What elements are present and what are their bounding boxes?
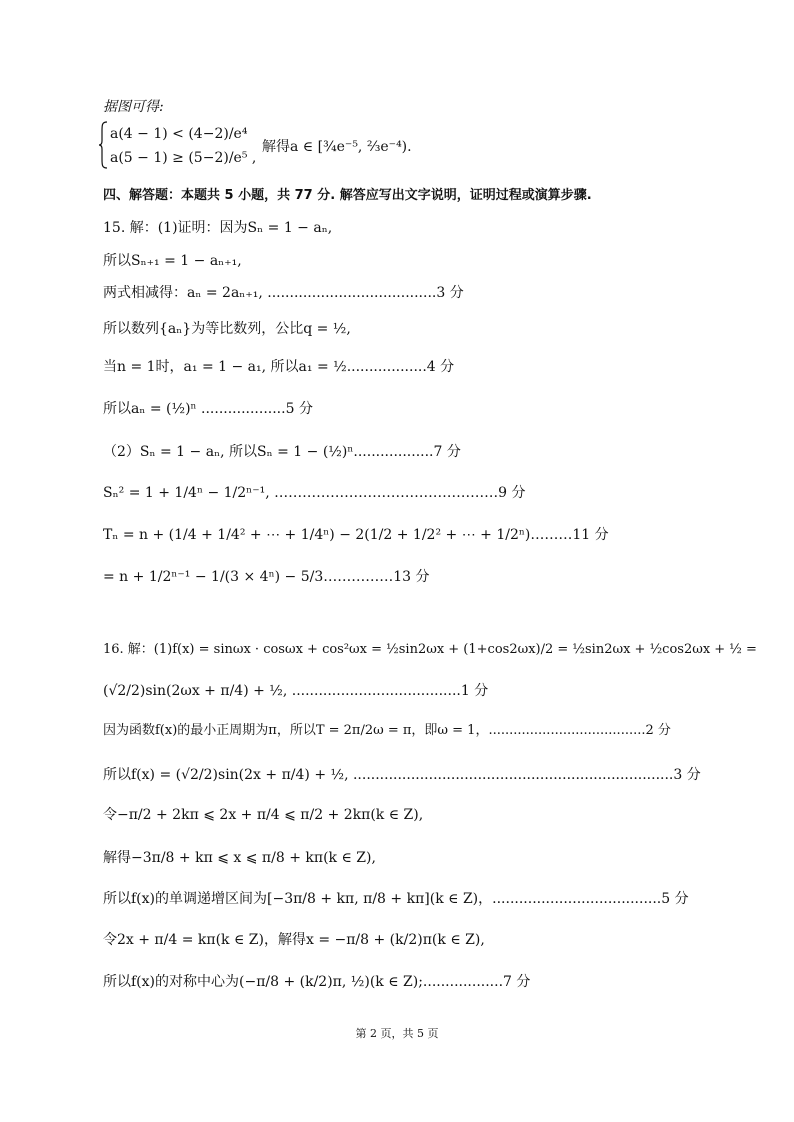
q15-line-9: Tₙ = n + (1/4 + 1/4² + ⋯ + 1/4ⁿ) − 2(1/2 + 1/2² + ⋯ + 1/2ⁿ)………11 分 [103,527,609,543]
q15-line-10: = n + 1/2ⁿ⁻¹ − 1/(3 × 4ⁿ) − 5/3……………13 分 [103,569,430,585]
system-line-2: a(5 − 1) ≥ (5−2)/e⁵ , [110,150,257,166]
q15-line-4: 所以数列{aₙ}为等比数列，公比q = ½, [103,321,351,337]
q16-line-8: 令2x + π/4 = kπ(k ∈ Z)，解得x = −π/8 + (k/2)π(k ∈ Z), [103,932,485,948]
q16-line-5: 令−π/2 + 2kπ ⩽ 2x + π/4 ⩽ π/2 + 2kπ(k ∈ Z), [103,807,424,823]
page-footer: 第 2 页，共 5 页 [355,1027,439,1040]
q16-line-9: 所以f(x)的对称中心为(−π/8 + (k/2)π, ½)(k ∈ Z);..................7 分 [103,974,531,990]
q16-line-4: 所以f(x) = (√2/2)sin(2x + π/4) + ½, ........................................................................3 分 [103,767,701,783]
q16-line-3: 因为函数f(x)的最小正周期为π，所以T = 2π/2ω = π，即ω = 1，......................................2 分 [103,723,671,738]
q15-line-2: 所以Sₙ₊₁ = 1 − aₙ₊₁, [103,253,242,269]
system-solution: 解得a ∈ [¾e⁻⁵, ⅔e⁻⁴). [262,139,412,155]
left-brace-icon [98,121,108,169]
q15-line-6: 所以aₙ = (½)ⁿ ...................5 分 [103,401,313,417]
q15-line-3: 两式相减得：aₙ = 2aₙ₊₁, ......................................3 分 [103,285,464,301]
q15-line-7: （2）Sₙ = 1 − aₙ, 所以Sₙ = 1 − (½)ⁿ..................7 分 [103,444,461,460]
intro-text: 据图可得: [103,99,164,115]
q16-line-7: 所以f(x)的单调递增区间为[−3π/8 + kπ, π/8 + kπ](k ∈ Z)，......................................5 分 [103,891,689,907]
q16-line-1: 16. 解：(1)f(x) = sinωx · cosωx + cos²ωx = ½sin2ωx + (1+cos2ωx)/2 = ½sin2ωx + ½cos2ωx + ½ = [103,642,757,657]
q16-line-2: (√2/2)sin(2ωx + π/4) + ½, ......................................1 分 [103,683,489,699]
system-line-1: a(4 − 1) < (4−2)/e⁴ [110,126,248,142]
q15-line-1: 15. 解：(1)证明：因为Sₙ = 1 − aₙ, [103,220,333,236]
q15-line-5: 当n = 1时，a₁ = 1 − a₁, 所以a₁ = ½..................4 分 [103,359,455,375]
section-heading: 四、解答题：本题共 5 小题，共 77 分. 解答应写出文字说明，证明过程或演算步骤. [103,188,592,203]
q16-line-6: 解得−3π/8 + kπ ⩽ x ⩽ π/8 + kπ(k ∈ Z), [103,850,376,866]
q15-line-8: Sₙ² = 1 + 1/4ⁿ − 1/2ⁿ⁻¹, …………………………………………9 分 [103,485,526,501]
